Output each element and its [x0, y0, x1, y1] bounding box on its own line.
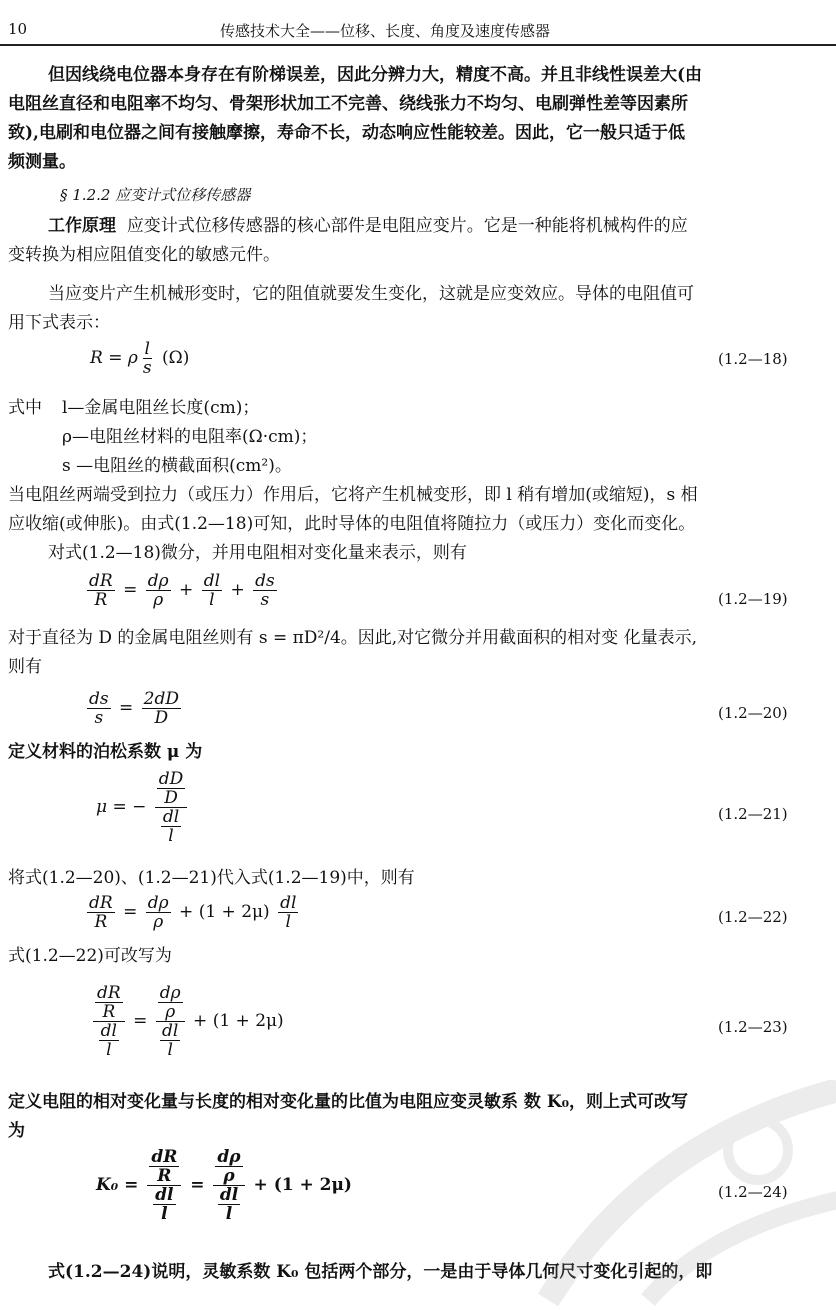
- paragraph-p5: 对式(1.2—18)微分，并用电阻相对变化量来表示，则有: [48, 543, 467, 563]
- paragraph-p1-line4: 频测量。: [8, 152, 76, 172]
- paragraph-p2-line1: [48, 212, 688, 241]
- equation-number-22: (1.2—22): [718, 908, 788, 926]
- equation-1-2-23: $\frac{\frac{dR}{R}}{\frac{dl}{l}}$ = $\frac{\frac{d\rho}{\rho}}{\frac{dl}{l}}$ + (1 + 2μ): [90, 984, 284, 1059]
- running-title: 传感技术大全——位移、长度、角度及速度传感器: [220, 22, 551, 40]
- equation-1-2-19: $\frac{dR}{R}$ = $\frac{d\rho}{\rho}$ + $\frac{dl}{l}$ + $\frac{ds}{s}$: [89, 571, 275, 610]
- seal-watermark: [508, 1080, 836, 1310]
- paragraph-p1-line1: 但因线绕电位器本身存在有阶梯误差，因此分辨力大，精度不高。并且非线性误差大(由: [48, 65, 703, 85]
- page-number: 10: [8, 20, 28, 38]
- header-rule: [0, 44, 836, 46]
- where-item-l: l—金属电阻丝长度(cm)；: [62, 398, 260, 418]
- paragraph-p2-line2: 变转换为相应阻值变化的敏感元件。: [8, 245, 280, 265]
- where-lead: 式中: [8, 398, 42, 418]
- equation-number-23: (1.2—23): [718, 1018, 788, 1036]
- where-item-s: s —电阻丝的横截面积(cm²)。: [62, 456, 292, 476]
- paragraph-p2-text: 应变计式位移传感器的核心部件是电阻应变片。它是一种能将机械构件的应: [126, 216, 688, 236]
- equation-number-24: (1.2—24): [718, 1183, 788, 1201]
- equation-number-21: (1.2—21): [718, 805, 788, 823]
- paragraph-p8: 将式(1.2—20)、(1.2—21)代入式(1.2—19)中，则有: [8, 868, 415, 888]
- paragraph-p4-line1: 当电阻丝两端受到拉力（或压力）作用后，它将产生机械变形，即 l 稍有增加(或缩短)，s 相: [8, 485, 698, 505]
- equation-1-2-24: K₀ = $\frac{\frac{dR}{R}}{\frac{dl}{l}}$ = $\frac{\frac{d\rho}{\rho}}{\frac{dl}{l}}$ + (1 + 2μ): [96, 1147, 352, 1224]
- paragraph-p3-line2: 用下式表示：: [8, 313, 110, 333]
- paragraph-p1-line2: 电阻丝直径和电阻率不均匀、骨架形状加工不完善、绕线张力不均匀、电刷弹性差等因素所: [8, 94, 688, 114]
- term-working-principle: 工作原理: [48, 216, 116, 236]
- paragraph-p1-line3: 致),电刷和电位器之间有接触摩擦，寿命不长，动态响应性能较差。因此，它一般只适于低: [8, 123, 685, 143]
- paragraph-p6-line1: 对于直径为 D 的金属电阻丝则有 s = πD²/4。因此,对它微分并用截面积的相对变 化量表示,: [8, 628, 697, 648]
- where-item-rho: ρ—电阻丝材料的电阻率(Ω·cm)；: [62, 427, 318, 447]
- equation-1-2-20: $\frac{ds}{s}$ = $\frac{2dD}{D}$: [89, 689, 179, 728]
- paragraph-p6-line2: 则有: [8, 657, 42, 677]
- equation-1-2-21: μ = − $\frac{\frac{dD}{D}}{\frac{dl}{l}}$: [96, 770, 190, 845]
- equation-1-2-22: $\frac{dR}{R}$ = $\frac{d\rho}{\rho}$ + (1 + 2μ) $\frac{dl}{l}$: [89, 893, 297, 932]
- equation-number-18: (1.2—18): [718, 350, 788, 368]
- equation-number-19: (1.2—19): [718, 590, 788, 608]
- equation-1-2-18: R = ρ $\frac{l}{s}$ (Ω): [90, 339, 190, 378]
- paragraph-p9: 式(1.2—22)可改写为: [8, 946, 172, 966]
- section-heading: § 1.2.2 应变计式位移传感器: [60, 186, 251, 204]
- paragraph-p10-line1: 定义电阻的相对变化量与长度的相对变化量的比值为电阻应变灵敏系 数 K₀，则上式可改写: [8, 1092, 689, 1112]
- paragraph-p3-line1: 当应变片产生机械形变时，它的阻值就要发生变化，这就是应变效应。导体的电阻值可: [48, 284, 694, 304]
- paragraph-p10-line2: 为: [8, 1121, 25, 1141]
- paragraph-p4-line2: 应收缩(或伸胀)。由式(1.2—18)可知，此时导体的电阻值将随拉力（或压力）变化而变化。: [8, 514, 696, 534]
- paragraph-p11: 式(1.2—24)说明，灵敏系数 K₀ 包括两个部分，一是由于导体几何尺寸变化引起的，即: [48, 1262, 713, 1282]
- equation-number-20: (1.2—20): [718, 704, 788, 722]
- paragraph-p7: 定义材料的泊松系数 μ 为: [8, 742, 203, 762]
